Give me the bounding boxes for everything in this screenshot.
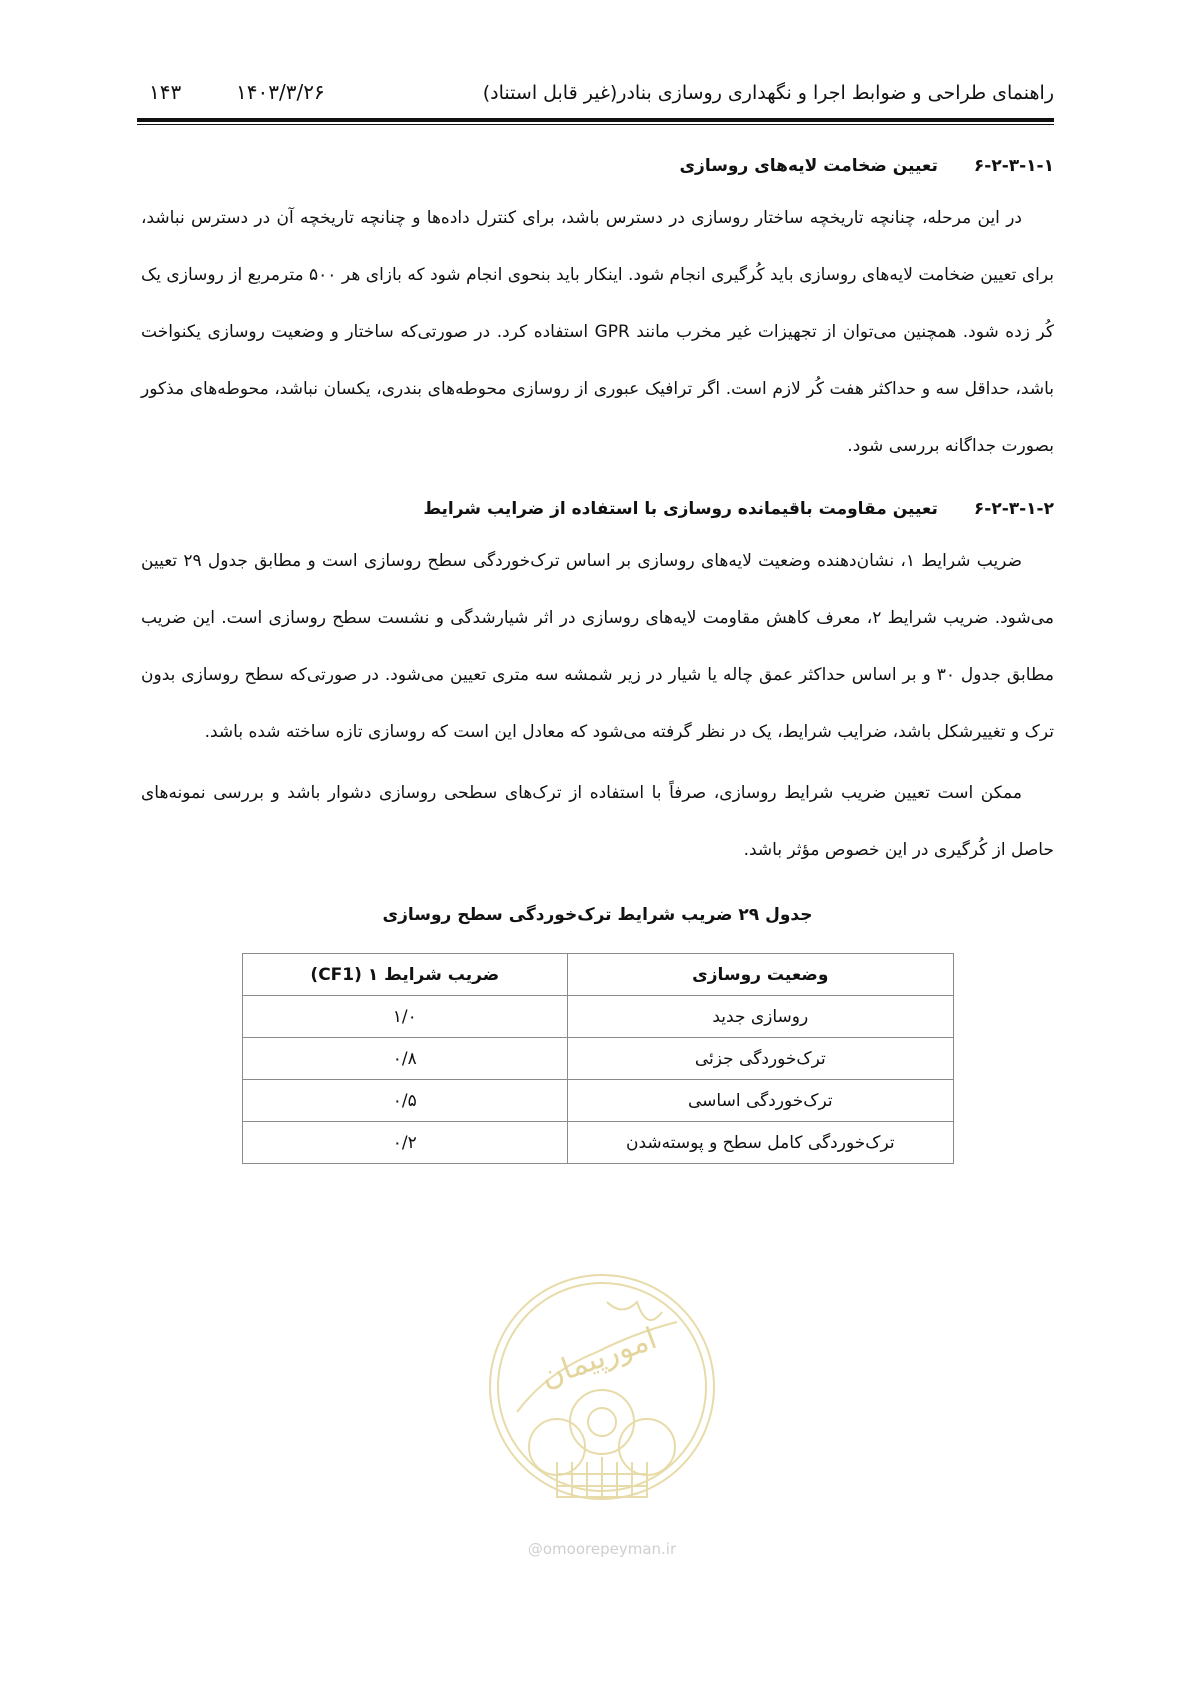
watermark-url: @omoorepeyman.ir <box>527 1540 677 1558</box>
table-header-condition: وضعیت روسازی <box>568 954 953 996</box>
table-header-row <box>242 954 953 996</box>
table-cell-factor: ۰/۸ <box>242 1038 568 1080</box>
table-cell-factor: ۰/۵ <box>242 1080 568 1122</box>
section-number-1: ۶-۲-۳-۱-۱ <box>973 156 1054 176</box>
watermark-logo-text: امورپیمان <box>536 1321 662 1396</box>
table-cell-condition: ترک‌خوردگی اساسی <box>568 1080 953 1122</box>
section-2-paragraph-2: ممکن است تعیین ضریب شرایط روسازی، صرفاً با استفاده از ترک‌های سطحی روسازی دشوار باشد و بررسی نمونه‌های حاصل از کُرگیری در این خصوص مؤثر باشد. <box>141 783 1054 860</box>
table-cell-factor: ۰/۲ <box>242 1122 568 1164</box>
table-row <box>242 996 953 1038</box>
section-heading-1 <box>141 146 1054 186</box>
section-heading-2 <box>141 489 1054 529</box>
page-content <box>141 146 1054 1164</box>
table-cell-condition: ترک‌خوردگی جزئی <box>568 1038 953 1080</box>
page-header <box>141 70 1054 116</box>
header-rule-thin <box>137 124 1054 125</box>
section-1-paragraph-1: در این مرحله، چنانچه تاریخچه ساختار روسازی در دسترس باشد، برای کنترل داده‌ها و چنانچه تاریخچه آن در دسترس نباشد، برای تعیین ضخامت لایه‌های روسازی باید کُرگیری انجام شود. اینکار باید بنحوی انجام شود که بازای هر ۵۰۰ مترمربع از روسازی یک کُر زده شود. همچنین می‌توان از تجهیزات غیر مخرب مانند GPR استفاده کرد. در صورتی‌که ساختار و وضعیت روسازی یکنواخت باشد، حداقل سه و حداکثر هفت کُر لازم است. اگر ترافیک عبوری از روسازی محوطه‌های بندری، یکسان نباشد، محوطه‌های مذکور بصورت جداگانه بررسی شود. <box>141 208 1054 456</box>
table-row <box>242 1080 953 1122</box>
document-title: راهنمای طراحی و ضوابط اجرا و نگهداری روسازی بنادر(غیر قابل استناد) <box>482 82 1054 104</box>
condition-factor-table <box>242 953 954 1164</box>
section-title-2: تعیین مقاومت باقیمانده روسازی با استفاده از ضرایب شرایط <box>423 499 938 519</box>
watermark-seal-icon <box>487 1262 717 1572</box>
table-cell-factor: ۱/۰ <box>242 996 568 1038</box>
table-cell-condition: ترک‌خوردگی کامل سطح و پوسته‌شدن <box>568 1122 953 1164</box>
watermark-logo <box>487 1262 717 1572</box>
table-row <box>242 1122 953 1164</box>
table-row <box>242 1038 953 1080</box>
header-date: ۱۴۰۳/۳/۲۶ <box>236 80 325 104</box>
table-cell-condition: روسازی جدید <box>568 996 953 1038</box>
section-title-1: تعیین ضخامت لایه‌های روسازی <box>679 156 938 176</box>
table-header-factor: ضریب شرایط ۱ (CF1) <box>242 954 568 996</box>
section-number-2: ۶-۲-۳-۱-۲ <box>973 499 1054 519</box>
table-caption: جدول ۲۹ ضریب شرایط ترک‌خوردگی سطح روسازی <box>382 905 813 925</box>
page-number: ۱۴۳ <box>149 80 182 104</box>
section-2-paragraph-1: ضریب شرایط ۱، نشان‌دهنده وضعیت لایه‌های روسازی بر اساس ترک‌خوردگی سطح روسازی است و مطابق جدول ۲۹ تعیین می‌شود. ضریب شرایط ۲، معرف کاهش مقاومت لایه‌های روسازی در اثر شیارشدگی و نشست سطح روسازی است. این ضریب مطابق جدول ۳۰ و بر اساس حداکثر عمق چاله یا شیار در زیر شمشه سه متری تعیین می‌شود. در صورتی‌که سطح روسازی بدون ترک و تغییرشکل باشد، ضرایب شرایط، یک در نظر گرفته می‌شود که معادل این است که روسازی تازه ساخته شده باشد. <box>141 551 1054 742</box>
header-rule-thick <box>137 118 1054 122</box>
